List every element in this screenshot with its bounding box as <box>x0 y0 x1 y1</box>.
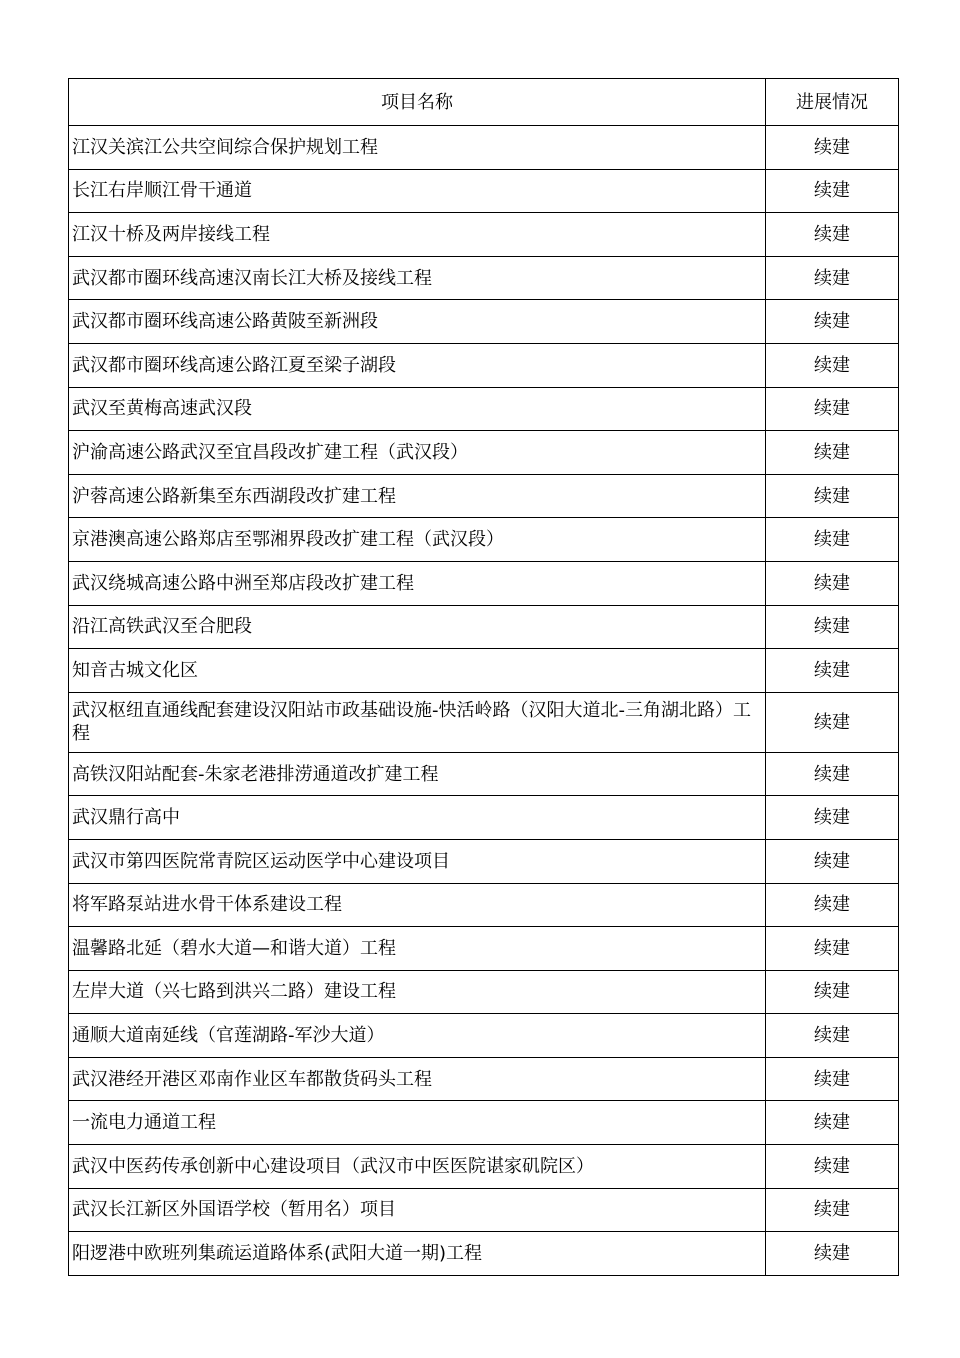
project-name-cell: 武汉鼎行高中 <box>69 796 766 840</box>
progress-status-cell: 续建 <box>766 518 899 562</box>
progress-status-cell: 续建 <box>766 883 899 927</box>
table-row <box>69 1145 899 1189</box>
table-row <box>69 752 899 796</box>
progress-status-cell: 续建 <box>766 387 899 431</box>
table-row <box>69 970 899 1014</box>
progress-status-cell: 续建 <box>766 343 899 387</box>
project-name-cell: 将军路泵站进水骨干体系建设工程 <box>69 883 766 927</box>
table-row <box>69 1057 899 1101</box>
table-row <box>69 343 899 387</box>
table-row <box>69 649 899 693</box>
progress-status-cell: 续建 <box>766 649 899 693</box>
progress-status-cell: 续建 <box>766 839 899 883</box>
table-row <box>69 213 899 257</box>
table-row <box>69 839 899 883</box>
progress-status-cell: 续建 <box>766 431 899 475</box>
progress-status-cell: 续建 <box>766 605 899 649</box>
project-name-cell: 武汉绕城高速公路中洲至郑店段改扩建工程 <box>69 561 766 605</box>
table-row <box>69 518 899 562</box>
table-row <box>69 796 899 840</box>
project-name-cell: 知音古城文化区 <box>69 649 766 693</box>
table-row <box>69 256 899 300</box>
table-row <box>69 883 899 927</box>
table-row <box>69 692 899 752</box>
project-name-cell: 江汉关滨江公共空间综合保护规划工程 <box>69 126 766 170</box>
table-row <box>69 126 899 170</box>
progress-status-cell: 续建 <box>766 1232 899 1276</box>
progress-status-cell: 续建 <box>766 213 899 257</box>
table-row <box>69 169 899 213</box>
project-name-cell: 武汉市第四医院常青院区运动医学中心建设项目 <box>69 839 766 883</box>
table-row <box>69 605 899 649</box>
progress-status-cell: 续建 <box>766 561 899 605</box>
table-row <box>69 300 899 344</box>
project-progress-table <box>68 78 899 1276</box>
project-name-cell: 武汉至黄梅高速武汉段 <box>69 387 766 431</box>
progress-status-cell: 续建 <box>766 1145 899 1189</box>
table-header-row <box>69 79 899 126</box>
progress-status-cell: 续建 <box>766 1101 899 1145</box>
project-name-cell: 高铁汉阳站配套-朱家老港排涝通道改扩建工程 <box>69 752 766 796</box>
project-name-cell: 武汉都市圈环线高速公路黄陂至新洲段 <box>69 300 766 344</box>
project-name-cell: 武汉港经开港区邓南作业区车都散货码头工程 <box>69 1057 766 1101</box>
project-name-cell: 武汉都市圈环线高速汉南长江大桥及接线工程 <box>69 256 766 300</box>
progress-status-cell: 续建 <box>766 752 899 796</box>
table-row <box>69 1188 899 1232</box>
project-name-cell: 温馨路北延（碧水大道—和谐大道）工程 <box>69 927 766 971</box>
table-row <box>69 387 899 431</box>
table-body <box>69 126 899 1276</box>
project-name-cell: 长江右岸顺江骨干通道 <box>69 169 766 213</box>
project-name-cell: 武汉枢纽直通线配套建设汉阳站市政基础设施-快活岭路（汉阳大道北-三角湖北路）工程 <box>69 692 766 752</box>
table-row <box>69 1232 899 1276</box>
project-name-cell: 通顺大道南延线（官莲湖路-军沙大道） <box>69 1014 766 1058</box>
progress-status-cell: 续建 <box>766 796 899 840</box>
progress-status-cell: 续建 <box>766 126 899 170</box>
progress-status-cell: 续建 <box>766 970 899 1014</box>
project-name-cell: 阳逻港中欧班列集疏运道路体系(武阳大道一期)工程 <box>69 1232 766 1276</box>
project-name-cell: 沪蓉高速公路新集至东西湖段改扩建工程 <box>69 474 766 518</box>
table-row <box>69 431 899 475</box>
project-name-cell: 左岸大道（兴七路到洪兴二路）建设工程 <box>69 970 766 1014</box>
project-name-cell: 京港澳高速公路郑店至鄂湘界段改扩建工程（武汉段） <box>69 518 766 562</box>
progress-status-cell: 续建 <box>766 256 899 300</box>
progress-status-cell: 续建 <box>766 300 899 344</box>
project-name-cell: 一流电力通道工程 <box>69 1101 766 1145</box>
table-row <box>69 561 899 605</box>
column-header-progress-status: 进展情况 <box>766 79 899 126</box>
project-name-cell: 武汉长江新区外国语学校（暂用名）项目 <box>69 1188 766 1232</box>
column-header-project-name: 项目名称 <box>69 79 766 126</box>
progress-status-cell: 续建 <box>766 692 899 752</box>
table-row <box>69 927 899 971</box>
table-row <box>69 1101 899 1145</box>
progress-status-cell: 续建 <box>766 1057 899 1101</box>
project-name-cell: 沪渝高速公路武汉至宜昌段改扩建工程（武汉段） <box>69 431 766 475</box>
progress-status-cell: 续建 <box>766 1188 899 1232</box>
project-name-cell: 武汉中医药传承创新中心建设项目（武汉市中医医院谌家矶院区） <box>69 1145 766 1189</box>
project-name-cell: 沿江高铁武汉至合肥段 <box>69 605 766 649</box>
progress-status-cell: 续建 <box>766 474 899 518</box>
progress-status-cell: 续建 <box>766 1014 899 1058</box>
progress-status-cell: 续建 <box>766 169 899 213</box>
project-name-cell: 江汉十桥及两岸接线工程 <box>69 213 766 257</box>
table-row <box>69 474 899 518</box>
project-name-cell: 武汉都市圈环线高速公路江夏至梁子湖段 <box>69 343 766 387</box>
table-row <box>69 1014 899 1058</box>
progress-status-cell: 续建 <box>766 927 899 971</box>
